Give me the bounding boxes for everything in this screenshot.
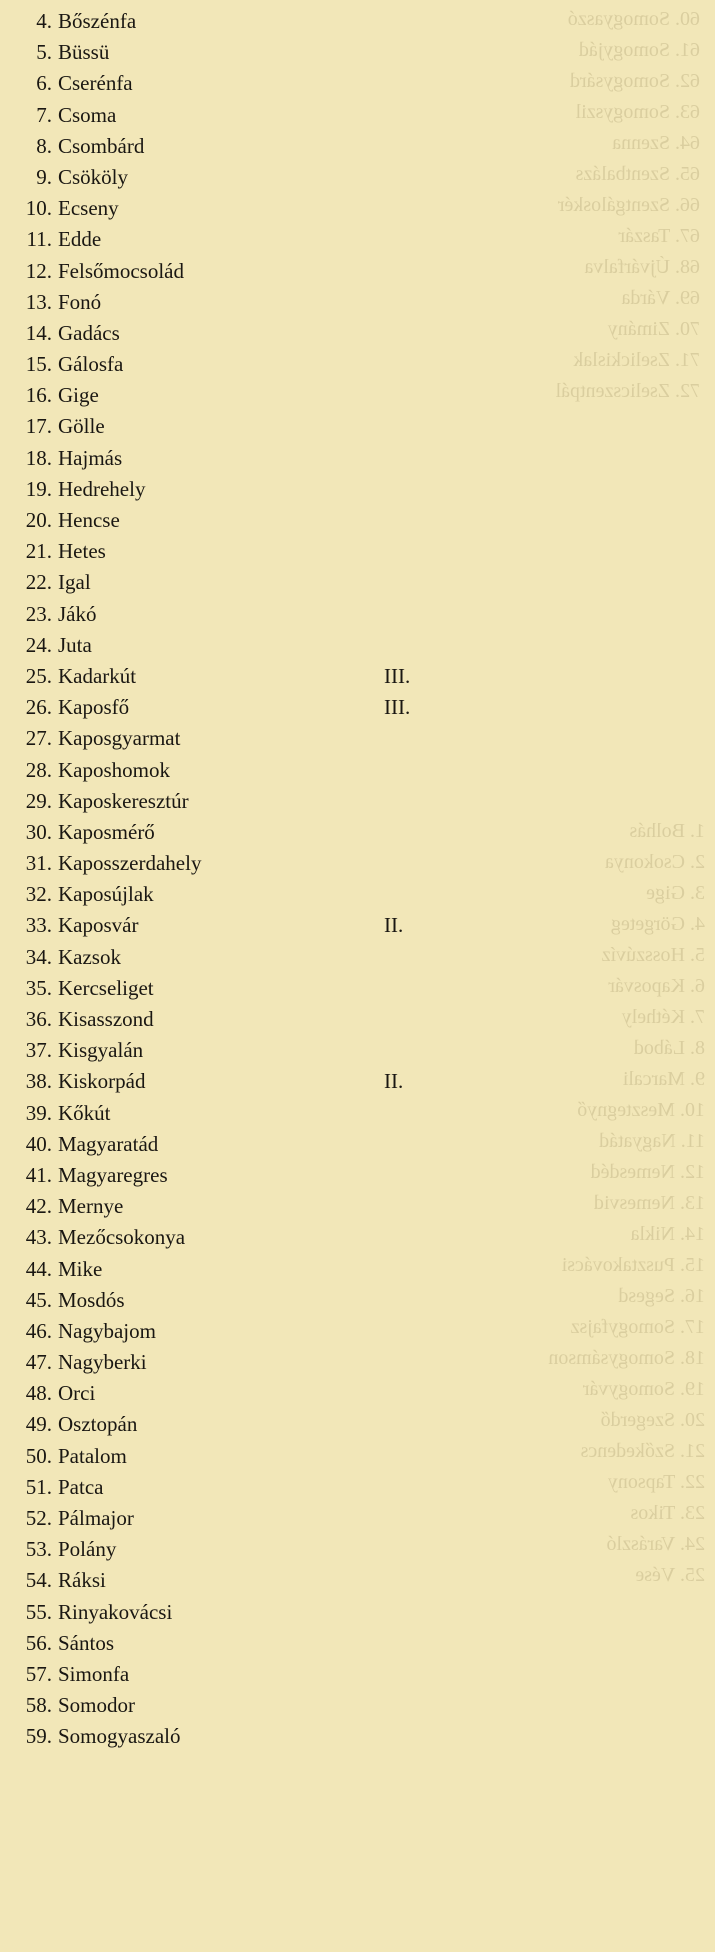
list-item (0, 879, 470, 910)
item-number: 38. (25, 1069, 52, 1094)
settlement-name: Kaposgyarmat (58, 726, 181, 751)
list-item (0, 661, 470, 692)
list-item (0, 411, 470, 442)
item-number: 49. (25, 1412, 52, 1437)
settlement-name: Osztopán (58, 1412, 138, 1437)
list-item (0, 1129, 470, 1160)
bleed-through-line: 8. Lábod (633, 1037, 705, 1059)
settlement-name: Kaposhomok (58, 757, 170, 782)
settlement-name: Somodor (58, 1693, 136, 1718)
bleed-through-line: 5. Hosszúvíz (601, 944, 705, 966)
bleed-through-line: 4. Görgeteg (610, 913, 705, 935)
list-item (0, 817, 470, 848)
item-number: 28. (25, 757, 52, 782)
settlement-name: Kercseliget (58, 975, 154, 1000)
bleed-through-line: 19. Somogyvár (582, 1378, 705, 1400)
list-item (0, 68, 470, 99)
settlement-name: Kaposszerdahely (58, 851, 202, 876)
list-item (0, 973, 470, 1004)
bleed-through-line: 9. Marcali (622, 1068, 705, 1090)
settlement-name: Kőkút (58, 1100, 111, 1125)
list-item (0, 37, 470, 68)
item-number: 57. (25, 1661, 52, 1686)
item-number: 55. (25, 1599, 52, 1624)
list-item (0, 536, 470, 567)
settlement-name: Igal (58, 570, 91, 595)
list-item (0, 1565, 470, 1596)
item-number: 44. (25, 1256, 52, 1281)
settlement-name: Kaposújlak (58, 882, 154, 907)
category-roman: III. (384, 695, 411, 720)
list-item (0, 318, 470, 349)
item-number: 24. (25, 632, 52, 657)
item-number: 33. (25, 913, 52, 938)
settlement-name: Ráksi (58, 1568, 106, 1593)
list-item (0, 6, 470, 37)
item-number: 37. (25, 1038, 52, 1063)
settlement-name: Rinyakovácsi (58, 1599, 173, 1624)
settlement-name: Ecseny (58, 196, 119, 221)
settlement-name: Hajmás (58, 445, 123, 470)
settlement-name: Somogyaszaló (58, 1724, 181, 1749)
bleed-through-line: 12. Nemesdéd (590, 1161, 705, 1183)
list-item (0, 786, 470, 817)
settlement-name: Simonfa (58, 1661, 130, 1686)
list-item (0, 599, 470, 630)
settlement-name: Mezőcsokonya (58, 1225, 186, 1250)
list-item (0, 1160, 470, 1191)
list-item (0, 1690, 470, 1721)
settlement-name: Kaposvár (58, 913, 139, 938)
bleed-through-line: 71. Zselickislak (573, 349, 700, 371)
bleed-through-line: 67. Taszár (618, 225, 700, 247)
bleed-through-line: 22. Tapsony (607, 1471, 705, 1493)
settlement-name: Csoma (58, 102, 117, 127)
settlement-name: Csököly (58, 164, 129, 189)
list-item (0, 1659, 470, 1690)
list-item (0, 162, 470, 193)
settlement-name: Hedrehely (58, 476, 146, 501)
settlement-name: Cserénfa (58, 71, 133, 96)
item-number: 17. (25, 414, 52, 439)
list-item (0, 1004, 470, 1035)
bleed-through-line: 3. Gige (646, 882, 705, 904)
list-item (0, 942, 470, 973)
settlement-name: Juta (58, 632, 92, 657)
list-item (0, 193, 470, 224)
list-item (0, 1721, 470, 1752)
settlement-name: Mernye (58, 1194, 124, 1219)
item-number: 20. (25, 508, 52, 532)
settlement-name: Bőszénfa (58, 9, 137, 33)
settlement-name: Gige (58, 383, 99, 408)
item-number: 53. (25, 1537, 52, 1562)
item-number: 51. (25, 1474, 52, 1499)
list-item (0, 224, 470, 255)
settlement-name: Magyaratád (58, 1131, 159, 1156)
item-number: 7. (36, 102, 52, 127)
list-item (0, 1503, 470, 1534)
settlement-name: Hetes (58, 539, 106, 564)
item-number: 4. (36, 9, 52, 33)
settlement-name: Kiskorpád (58, 1069, 146, 1094)
item-number: 42. (25, 1194, 52, 1219)
item-number: 15. (25, 352, 52, 377)
bleed-through-line: 2. Csokonya (605, 851, 705, 873)
list-item (0, 848, 470, 879)
settlement-list (0, 6, 470, 1753)
bleed-through-line: 65. Szentbalázs (575, 163, 700, 185)
list-item (0, 1316, 470, 1347)
category-roman: III. (384, 663, 411, 688)
list-item (0, 287, 470, 318)
item-number: 8. (36, 133, 52, 158)
bleed-through-line: 20. Szegerdő (600, 1409, 705, 1431)
list-item (0, 100, 470, 131)
settlement-name: Büssü (58, 40, 110, 65)
list-item (0, 1098, 470, 1129)
settlement-name: Kisgyalán (58, 1038, 144, 1063)
settlement-name: Fonó (58, 289, 102, 314)
settlement-name: Nagyberki (58, 1350, 147, 1375)
item-number: 59. (25, 1724, 52, 1749)
list-item (0, 505, 470, 536)
item-number: 6. (36, 71, 52, 96)
item-number: 19. (25, 476, 52, 501)
item-number: 29. (25, 788, 52, 813)
bleed-through-line: 7. Kéthely (621, 1006, 705, 1028)
bleed-through-line: 61. Somogyjád (578, 39, 700, 61)
item-number: 27. (25, 726, 52, 751)
item-number: 14. (25, 320, 52, 345)
list-item (0, 1254, 470, 1285)
settlement-name: Patalom (58, 1443, 127, 1468)
list-item (0, 1597, 470, 1628)
item-number: 16. (25, 383, 52, 408)
item-number: 39. (25, 1100, 52, 1125)
item-number: 30. (25, 819, 52, 844)
list-item (0, 1347, 470, 1378)
item-number: 43. (25, 1225, 52, 1250)
settlement-name: Kaposkeresztúr (58, 788, 189, 813)
settlement-name: Nagybajom (58, 1318, 156, 1343)
bleed-through-line: 62. Somogysárd (570, 70, 700, 92)
category-roman: II. (384, 913, 404, 938)
bleed-through-line: 14. Nikla (630, 1223, 705, 1245)
item-number: 12. (25, 258, 52, 283)
item-number: 54. (25, 1568, 52, 1593)
list-item (0, 723, 470, 754)
settlement-name: Polány (58, 1537, 117, 1562)
item-number: 22. (25, 570, 52, 595)
item-number: 34. (25, 944, 52, 969)
settlement-name: Mosdós (58, 1287, 125, 1312)
settlement-name: Gadács (58, 320, 120, 345)
bleed-through-line: 60. Somogyaszó (567, 8, 700, 30)
list-item (0, 910, 470, 941)
item-number: 25. (25, 663, 52, 688)
settlement-name: Jákó (58, 601, 97, 626)
settlement-name: Mike (58, 1256, 103, 1281)
list-item (0, 630, 470, 661)
list-item (0, 443, 470, 474)
item-number: 46. (25, 1318, 52, 1343)
bleed-through-line: 25. Vése (635, 1564, 705, 1586)
bleed-through-line: 10. Mesztegnyő (577, 1099, 705, 1121)
settlement-name: Kadarkút (58, 663, 137, 688)
item-number: 50. (25, 1443, 52, 1468)
item-number: 26. (25, 695, 52, 720)
list-item (0, 1534, 470, 1565)
list-item (0, 1378, 470, 1409)
item-number: 31. (25, 851, 52, 876)
bleed-through-line: 17. Somogyfajsz (570, 1316, 705, 1338)
bleed-through-line: 6. Kaposvár (608, 975, 705, 997)
item-number: 40. (25, 1131, 52, 1156)
settlement-name: Kaposfő (58, 695, 130, 720)
settlement-name: Pálmajor (58, 1506, 134, 1530)
item-number: 9. (36, 164, 52, 189)
item-number: 36. (25, 1007, 52, 1031)
settlement-name: Sántos (58, 1630, 115, 1655)
list-item (0, 131, 470, 162)
category-roman: II. (384, 1069, 404, 1094)
bleed-through-line: 21. Szőkedencs (580, 1440, 705, 1462)
bleed-through-line: 16. Segesd (618, 1285, 705, 1307)
settlement-name: Gálosfa (58, 352, 124, 377)
item-number: 41. (25, 1162, 52, 1187)
item-number: 58. (25, 1693, 52, 1718)
bleed-through-line: 63. Somogyszil (575, 101, 700, 123)
bleed-through-line: 1. Bolhás (629, 820, 705, 842)
item-number: 56. (25, 1630, 52, 1655)
list-item (0, 1628, 470, 1659)
settlement-name: Kazsok (58, 944, 121, 969)
list-item (0, 380, 470, 411)
bleed-through-line: 68. Újvárfalva (584, 256, 700, 278)
settlement-name: Felsőmocsolád (58, 258, 184, 283)
item-number: 45. (25, 1287, 52, 1312)
settlement-name: Edde (58, 227, 102, 252)
settlement-name: Kaposmérő (58, 819, 155, 844)
list-item (0, 1472, 470, 1503)
bleed-through-line: 15. Pusztakovácsi (561, 1254, 705, 1276)
bleed-through-line: 72. Zselicszentpál (555, 380, 700, 402)
bleed-through-line: 13. Nemesvid (593, 1192, 705, 1214)
settlement-name: Gölle (58, 414, 105, 439)
item-number: 11. (26, 227, 52, 252)
bleed-through-line: 70. Zimány (607, 318, 700, 340)
list-item (0, 1066, 470, 1097)
list-item (0, 567, 470, 598)
item-number: 48. (25, 1381, 52, 1406)
bleed-through-line: 64. Szenna (612, 132, 700, 154)
list-item (0, 1409, 470, 1440)
list-item (0, 1035, 470, 1066)
item-number: 52. (25, 1506, 52, 1530)
item-number: 32. (25, 882, 52, 907)
item-number: 47. (25, 1350, 52, 1375)
bleed-through-line: 11. Nagyatád (599, 1130, 705, 1152)
list-item (0, 692, 470, 723)
bleed-through-line: 69. Várda (621, 287, 700, 309)
list-item (0, 256, 470, 287)
settlement-name: Patca (58, 1474, 104, 1499)
settlement-name: Kisasszond (58, 1007, 154, 1031)
settlement-name: Magyaregres (58, 1162, 168, 1187)
settlement-name: Orci (58, 1381, 96, 1406)
list-item (0, 755, 470, 786)
bleed-through-line: 18. Somogysámson (548, 1347, 705, 1369)
bleed-through-line: 24. Varászló (606, 1533, 705, 1555)
item-number: 23. (25, 601, 52, 626)
item-number: 10. (25, 196, 52, 221)
bleed-through-line: 23. Tikos (630, 1502, 705, 1524)
item-number: 18. (25, 445, 52, 470)
item-number: 5. (36, 40, 52, 65)
list-item (0, 1285, 470, 1316)
list-item (0, 1441, 470, 1472)
settlement-name: Csombárd (58, 133, 145, 158)
list-item (0, 474, 470, 505)
list-item (0, 1222, 470, 1253)
item-number: 13. (25, 289, 52, 314)
item-number: 35. (25, 975, 52, 1000)
bleed-through-line: 66. Szentgáloskér (557, 194, 700, 216)
settlement-name: Hencse (58, 508, 120, 532)
list-item (0, 349, 470, 380)
item-number: 21. (25, 539, 52, 564)
list-item (0, 1191, 470, 1222)
